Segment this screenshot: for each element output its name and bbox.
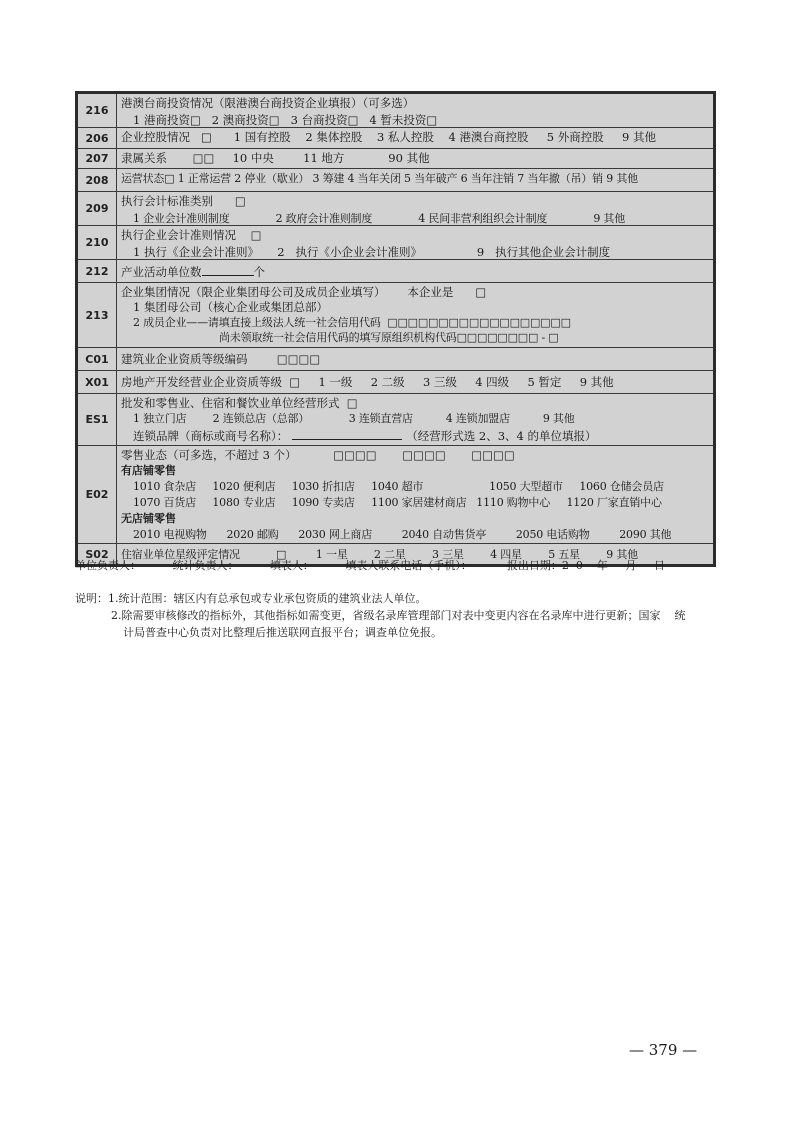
row-code: S02 xyxy=(78,544,117,564)
row-question: 执行企业会计准则情况 □ xyxy=(121,228,262,242)
row-question: 运营状态□ 1 正常运营 2 停业（歇业） 3 筹建 4 当年关闭 5 当年破产 6 当年注销 7 当年撤（吊）销 9 其他 xyxy=(121,172,638,185)
row-question: 房地产开发经营业企业资质等级 □ 1 一级 2 二级 3 三级 4 四级 5 暂定 9 其他 xyxy=(121,375,614,389)
enterprise-info-form xyxy=(75,91,716,567)
signature-line: 单位负责人： 统计负责人： 填表人： 填表人联系电话（手机）： 报出日期：2 0 年 月 日 xyxy=(75,559,665,572)
brand-input[interactable] xyxy=(292,427,402,440)
brand-label: 连锁品牌（商标或商号名称）： xyxy=(133,429,289,443)
row-content xyxy=(117,226,713,259)
row-code: 213 xyxy=(78,283,117,347)
row-question: 产业活动单位数 xyxy=(121,265,202,279)
row-question: 住宿业单位星级评定情况 □ 1 一星 2 二星 3 三星 4 四星 5 五星 9 其他 xyxy=(121,548,638,561)
row-question: 企业集团情况（限企业集团母公司及成员企业填写） 本企业是 □ xyxy=(121,285,487,299)
row-X01 xyxy=(78,370,713,393)
non-store-retail-heading: 无店铺零售 xyxy=(121,512,176,525)
brand-line xyxy=(121,427,709,444)
row-question: 建筑业企业资质等级编码 □□□□ xyxy=(121,352,321,366)
row-options: 1 企业会计准则制度 2 政府会计准则制度 4 民间非营利组织会计制度 9 其他 xyxy=(133,212,626,225)
brand-note: （经营形式选 2、3、4 的单位填报） xyxy=(406,429,597,443)
note-item-2: 2.除需要审核修改的指标外，其他指标如需变更，省级名录库管理部门对表中变更内容在名录库中进行更新；国家 统 xyxy=(111,609,686,622)
row-content xyxy=(117,128,713,148)
row-content xyxy=(117,149,713,168)
row-code: X01 xyxy=(78,371,117,393)
fill-blank[interactable] xyxy=(202,263,254,276)
row-question: 零售业态（可多选，不超过 3 个） □□□□ □□□□ □□□□ xyxy=(121,448,515,462)
row-E02 xyxy=(78,445,713,543)
row-content xyxy=(117,283,713,347)
row-question: 批发和零售业、住宿和餐饮业单位经营形式 □ xyxy=(121,396,358,410)
row-content xyxy=(117,394,713,445)
row-content xyxy=(117,446,713,543)
row-options: 2 成员企业——请填直接上级法人统一社会信用代码 □□□□□□□□□□□□□□□□□□ xyxy=(133,316,571,329)
row-content xyxy=(117,94,713,127)
row-code: 210 xyxy=(78,226,117,259)
row-206 xyxy=(78,127,713,148)
row-C01 xyxy=(78,347,713,370)
row-216 xyxy=(78,94,713,127)
page-number: — 379 — xyxy=(629,1041,698,1059)
row-212 xyxy=(78,259,713,282)
row-options: 尚未领取统一社会信用代码的填写原组织机构代码□□□□□□□□ - □ xyxy=(219,331,559,344)
row-213 xyxy=(78,282,713,347)
row-207 xyxy=(78,148,713,168)
row-question: 执行会计标准类别 □ xyxy=(121,194,246,208)
row-content xyxy=(117,348,713,370)
row-209 xyxy=(78,191,713,225)
row-options: 2010 电视购物 2020 邮购 2030 网上商店 2040 自动售货亭 2050 电话购物 2090 其他 xyxy=(133,528,672,541)
row-code: C01 xyxy=(78,348,117,370)
row-options: 1 集团母公司（核心企业或集团总部） xyxy=(133,300,328,314)
store-retail-heading: 有店铺零售 xyxy=(121,464,176,477)
row-question: 港澳台商投资情况（限港澳台商投资企业填报）（可多选） xyxy=(121,96,415,110)
notes-label: 说明： xyxy=(75,592,108,605)
row-options: 1 执行《企业会计准则》 2 执行《小企业会计准则》 9 执行其他企业会计制度 xyxy=(133,245,611,259)
row-code: 209 xyxy=(78,192,117,225)
note-item-2-cont: 计局普查中心负责对比整理后推送联网直报平台；调查单位免报。 xyxy=(123,626,442,639)
row-options: 1 独立门店 2 连锁总店（总部） 3 连锁直营店 4 连锁加盟店 9 其他 xyxy=(133,412,575,425)
row-content xyxy=(117,169,713,191)
row-options: 1 港商投资□ 2 澳商投资□ 3 台商投资□ 4 暂未投资□ xyxy=(133,113,438,127)
row-code: 208 xyxy=(78,169,117,191)
row-options: 1010 食杂店 1020 便利店 1030 折扣店 1040 超市 1050 大型超市 1060 仓储会员店 xyxy=(133,480,664,493)
row-code: 206 xyxy=(78,128,117,148)
row-options: 1070 百货店 1080 专业店 1090 专卖店 1100 家居建材商店 1110 购物中心 1120 厂家直销中心 xyxy=(133,496,662,509)
row-210 xyxy=(78,225,713,259)
row-code: E02 xyxy=(78,446,117,543)
row-code: ES1 xyxy=(78,394,117,445)
row-code: 212 xyxy=(78,260,117,282)
unit-label: 个 xyxy=(253,265,265,279)
row-content xyxy=(117,371,713,393)
notes xyxy=(75,590,725,641)
note-item-1: 说明：1.统计范围：辖区内有总承包或专业承包资质的建筑业法人单位。 xyxy=(75,592,427,605)
row-code: 216 xyxy=(78,94,117,127)
row-question: 企业控股情况 □ 1 国有控股 2 集体控股 3 私人控股 4 港澳台商控股 5 外商控股 9 其他 xyxy=(121,130,657,144)
row-question: 隶属关系 □□ 10 中央 11 地方 90 其他 xyxy=(121,151,430,165)
row-content xyxy=(117,260,713,282)
row-code: 207 xyxy=(78,149,117,168)
row-208 xyxy=(78,168,713,191)
row-ES1 xyxy=(78,393,713,445)
row-content xyxy=(117,192,713,225)
